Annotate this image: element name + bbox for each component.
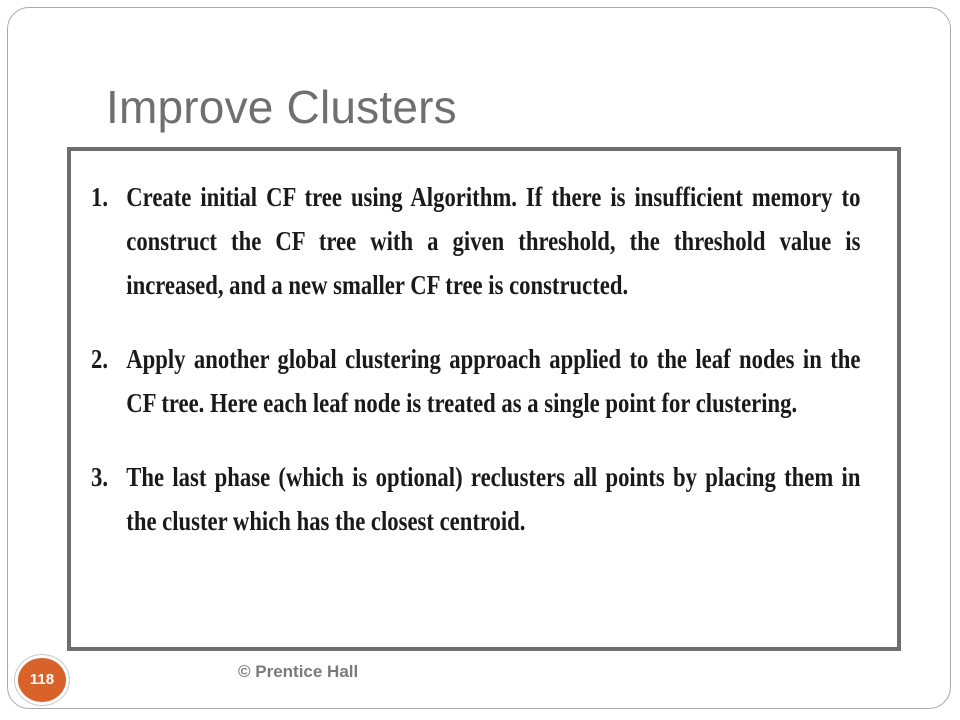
content-box — [67, 147, 901, 651]
step-number: 2. — [91, 344, 109, 374]
step-number: 1. — [91, 182, 109, 212]
step-item — [91, 175, 860, 307]
step-text: The last phase (which is optional) reclusters all points by placing them in the cluster which has the closest centroid. — [126, 462, 861, 536]
step-text: Create initial CF tree using Algorithm. If there is insufficient memory to construct the CF tree with a given threshold, the threshold value is increased, and a new smaller CF tree is constructed. — [126, 182, 861, 300]
step-number: 3. — [91, 462, 109, 492]
step-item — [91, 455, 860, 543]
step-item — [91, 337, 860, 425]
step-text: Apply another global clustering approach applied to the leaf nodes in the CF tree. Here each leaf node is treated as a single point for clustering. — [126, 344, 861, 418]
page-number-badge: 118 — [15, 655, 69, 705]
slide-title: Improve Clusters — [106, 81, 457, 133]
footer-copyright: © Prentice Hall — [238, 662, 359, 681]
steps-list — [91, 175, 861, 573]
